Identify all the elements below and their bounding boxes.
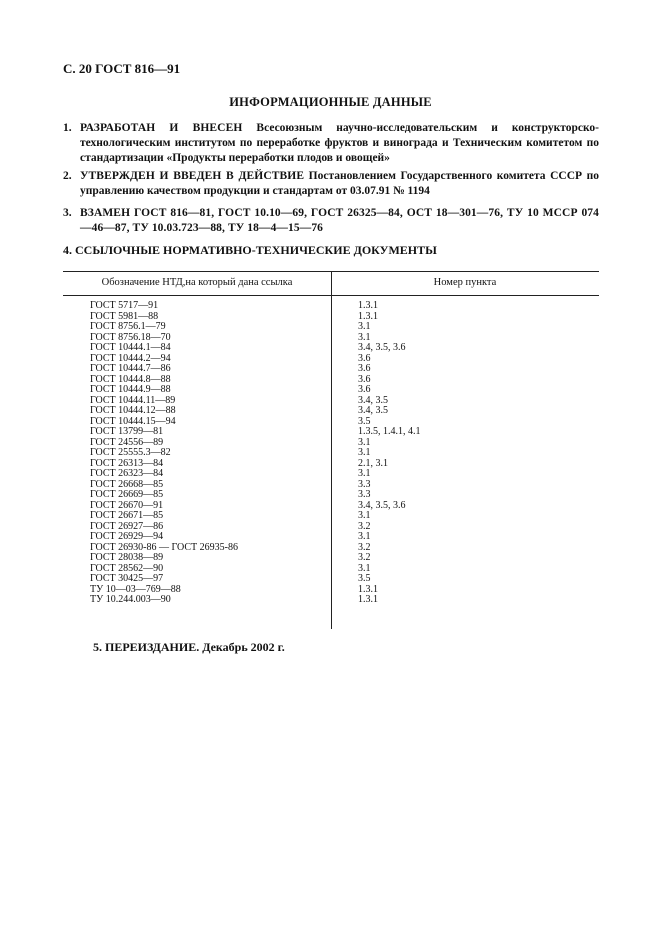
document-designation: ГОСТ 10444.15—94 [90, 415, 176, 427]
info-item-3 [63, 206, 599, 236]
table-row [63, 553, 599, 564]
clause-number: 3.4, 3.5, 3.6 [358, 342, 406, 353]
clause-number: 3.1 [358, 447, 371, 458]
document-designation: ГОСТ 10444.11—89 [90, 394, 176, 406]
info-item-1 [63, 121, 599, 166]
document-designation: ГОСТ 28038—89 [90, 552, 164, 563]
document-designation: ГОСТ 24556—89 [90, 436, 164, 448]
info-item-2 [63, 169, 599, 199]
clause-number: 3.1 [358, 468, 371, 479]
clause-number: 3.3 [358, 489, 371, 500]
table-row [63, 427, 599, 438]
clause-number: 2.1, 3.1 [358, 457, 388, 469]
document-designation: ГОСТ 5717—91 [90, 300, 159, 311]
clause-number: 3.1 [358, 510, 371, 521]
clause-number: 3.1 [358, 531, 371, 542]
table-row [63, 574, 599, 585]
document-designation: ГОСТ 28562—90 [90, 562, 164, 574]
clause-number: 3.5 [358, 573, 371, 584]
document-designation: ГОСТ 26670—91 [90, 499, 164, 511]
clause-number: 3.1 [358, 321, 371, 332]
document-designation: ГОСТ 26929—94 [90, 531, 164, 542]
table-row [63, 343, 599, 354]
clause-number: 1.3.1 [358, 583, 378, 595]
document-designation: ГОСТ 10444.1—84 [90, 342, 171, 353]
document-designation: ГОСТ 10444.2—94 [90, 352, 171, 364]
document-designation: ГОСТ 8756.18—70 [90, 331, 171, 343]
table-row [63, 490, 599, 501]
clause-number: 3.2 [358, 552, 371, 563]
clause-number: 1.3.1 [358, 594, 378, 605]
document-designation: ГОСТ 26927—86 [90, 520, 164, 532]
document-designation: ГОСТ 26930-86 — ГОСТ 26935-86 [90, 541, 238, 553]
document-designation: ТУ 10.244.003—90 [90, 594, 171, 605]
item-lead: ВЗАМЕН ГОСТ 816—81, ГОСТ 10.10—69, ГОСТ 26325—84, ОСТ 18—301—76, ТУ 10 МССР 074—46—87, ТУ 10.03.723—88, ТУ 18—4—15—76 [80, 207, 599, 234]
table-row [63, 511, 599, 522]
clause-number: 3.1 [358, 331, 371, 343]
clause-number: 3.4, 3.5, 3.6 [358, 499, 406, 511]
document-designation: ГОСТ 26323—84 [90, 468, 164, 479]
clause-number: 3.5 [358, 415, 371, 427]
clause-number: 1.3.5, 1.4.1, 4.1 [358, 426, 421, 437]
item-number: 1. [63, 122, 72, 134]
table-row [63, 406, 599, 417]
reissue-note: 5. ПЕРЕИЗДАНИЕ. Декабрь 2002 г. [93, 640, 285, 654]
item-text: Постановлением Государственного комитета СССР по управлению качеством продукции и стандартам от 03.07.91 № 1194 [80, 170, 599, 197]
clause-number: 3.6 [358, 363, 371, 374]
table-row [63, 448, 599, 459]
clause-number: 3.4, 3.5 [358, 394, 388, 406]
table-row [63, 322, 599, 333]
document-designation: ГОСТ 10444.8—88 [90, 373, 171, 385]
table-row [63, 301, 599, 312]
document-designation: ГОСТ 26671—85 [90, 510, 164, 521]
document-designation: ГОСТ 5981—88 [90, 310, 159, 322]
item-lead: РАЗРАБОТАН И ВНЕСЕН [80, 122, 243, 134]
referenced-docs-table [63, 271, 599, 629]
clause-number: 3.1 [358, 562, 371, 574]
table-row [63, 595, 599, 606]
column-header-clause: Номер пункта [433, 277, 497, 288]
document-designation: ГОСТ 30425—97 [90, 573, 164, 584]
table-row [63, 469, 599, 480]
clause-number: 3.6 [358, 384, 371, 395]
item-text: Всесоюзным научно-исследовательским и конструкторско-технологическим институтом по переработке фруктов и винограда и Техническим комитетом по стандартизации «Продукты переработки плодов и овощей» [80, 122, 600, 164]
clause-number: 3.2 [358, 520, 371, 532]
table-rows [63, 301, 599, 606]
clause-number: 1.3.1 [358, 310, 378, 322]
document-designation: ГОСТ 26313—84 [90, 457, 164, 469]
document-designation: ГОСТ 26669—85 [90, 489, 164, 500]
document-designation: ГОСТ 25555.3—82 [90, 447, 171, 458]
referenced-docs-heading: 4. ССЫЛОЧНЫЕ НОРМАТИВНО-ТЕХНИЧЕСКИЕ ДОКУМЕНТЫ [63, 243, 437, 257]
document-designation: ТУ 10—03—769—88 [90, 583, 181, 595]
table-row [63, 532, 599, 543]
item-body [80, 169, 599, 199]
column-header-document: Обозначение НТД,на который дана ссылка [101, 277, 293, 288]
clause-number: 3.6 [358, 373, 371, 385]
clause-number: 3.4, 3.5 [358, 405, 388, 416]
clause-number: 3.2 [358, 541, 371, 553]
clause-number: 3.6 [358, 352, 371, 364]
document-designation: ГОСТ 10444.9—88 [90, 384, 171, 395]
item-lead: УТВЕРЖДЕН И ВВЕДЕН В ДЕЙСТВИЕ [80, 170, 305, 182]
item-number: 2. [63, 170, 72, 182]
clause-number: 1.3.1 [358, 300, 378, 311]
item-number: 3. [63, 207, 72, 219]
document-designation: ГОСТ 13799—81 [90, 426, 164, 437]
clause-number: 3.1 [358, 436, 371, 448]
table-row [63, 385, 599, 396]
table-row [63, 364, 599, 375]
item-body [80, 206, 599, 236]
document-designation: ГОСТ 10444.12—88 [90, 405, 176, 416]
clause-number: 3.3 [358, 478, 371, 490]
page-header: С. 20 ГОСТ 816—91 [63, 61, 181, 76]
item-body [80, 121, 599, 166]
document-designation: ГОСТ 10444.7—86 [90, 363, 171, 374]
section-title: ИНФОРМАЦИОННЫЕ ДАННЫЕ [229, 95, 432, 109]
document-designation: ГОСТ 8756.1—79 [90, 321, 166, 332]
document-designation: ГОСТ 26668—85 [90, 478, 164, 490]
